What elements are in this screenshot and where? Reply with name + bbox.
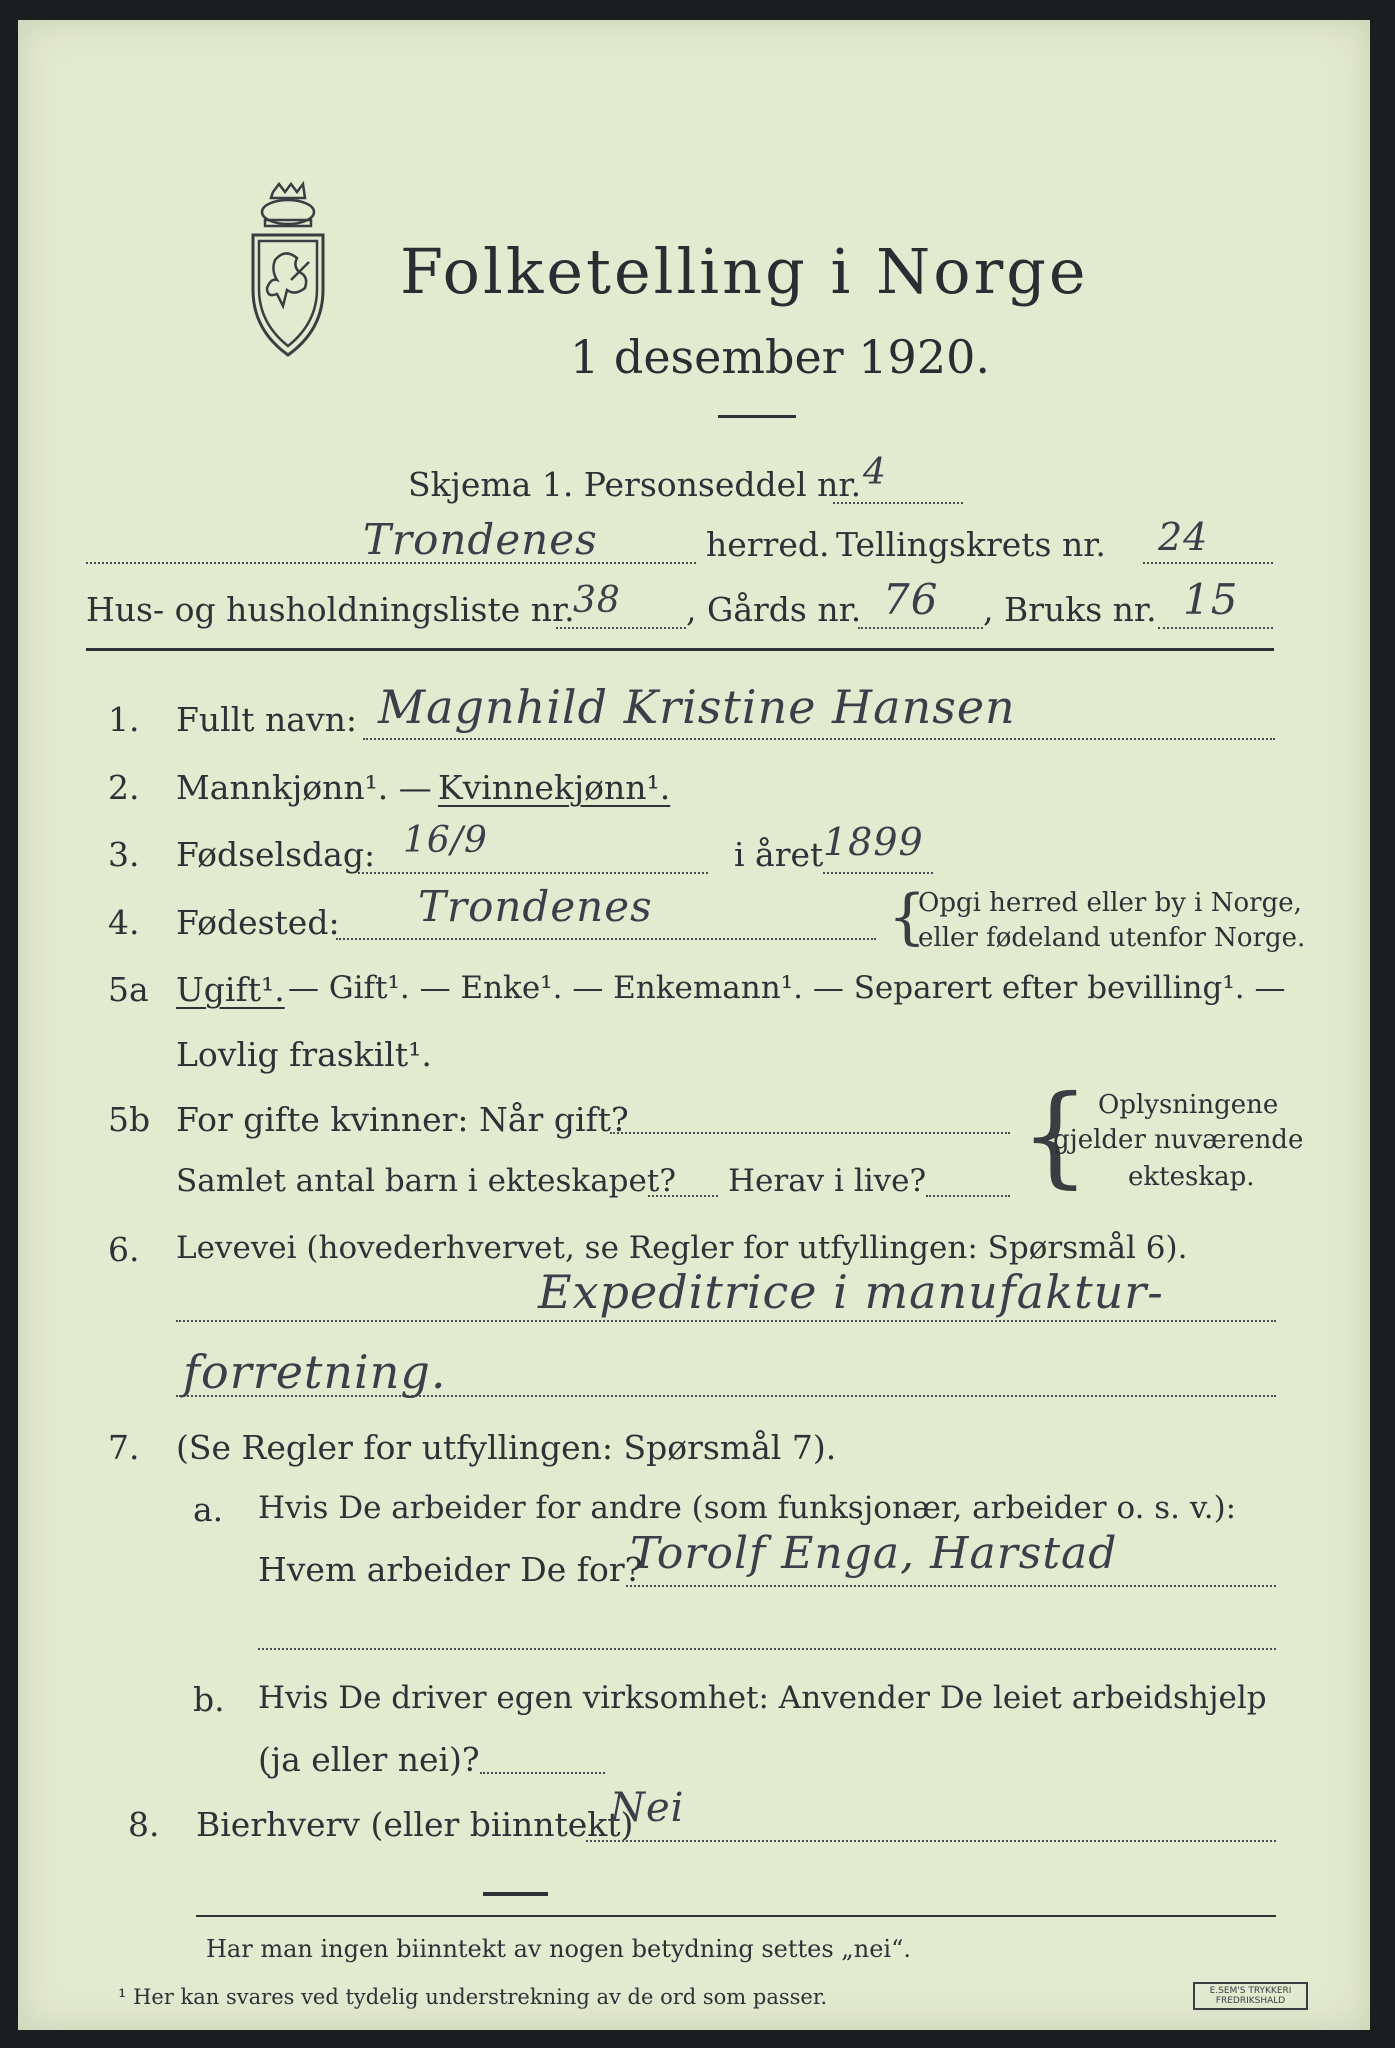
q4-line — [336, 938, 876, 940]
q5b-note-1: Oplysningene — [1098, 1090, 1279, 1120]
q4-number: 4. — [108, 903, 140, 942]
hus-value[interactable]: 38 — [573, 580, 621, 621]
q7b-label-1: Hvis De driver egen virksomhet: Anvender De leiet arbeidshjelp — [258, 1680, 1267, 1716]
q7b-label-2: (ja eller nei)? — [258, 1740, 480, 1779]
q7b-line — [480, 1772, 605, 1774]
gards-line — [858, 627, 983, 629]
hus-label: Hus- og husholdningsliste nr. — [86, 590, 575, 629]
tellingskrets-value[interactable]: 24 — [1158, 515, 1209, 559]
q5b-number: 5b — [108, 1100, 151, 1139]
q6-occupation-value-1[interactable]: Expeditrice i manufaktur- — [538, 1265, 1164, 1319]
q3-label: Fødselsdag: — [176, 835, 376, 874]
q7a-line-2 — [258, 1648, 1276, 1650]
q5b-alive-line — [926, 1195, 1010, 1197]
q5a-other-options[interactable]: — Gift¹. — Enke¹. — Enkemann¹. — Separert efter bevilling¹. — — [288, 970, 1286, 1006]
q3-year-line — [823, 872, 933, 874]
tellingskrets-label: Tellingskrets nr. — [836, 525, 1106, 564]
bruks-label: , Bruks nr. — [983, 590, 1157, 629]
q1-full-name-value[interactable]: Magnhild Kristine Hansen — [378, 680, 1016, 734]
q8-number: 8. — [128, 1805, 160, 1844]
skjema-nr-line — [833, 502, 963, 504]
q3-birthday-line — [358, 872, 708, 874]
q3-number: 3. — [108, 835, 140, 874]
q6-label: Levevei (hovederhvervet, se Regler for utfyllingen: Spørsmål 6). — [176, 1230, 1188, 1266]
q3-year-label: i året — [734, 835, 824, 874]
gards-value[interactable]: 76 — [883, 575, 939, 624]
q3-year-value[interactable]: 1899 — [823, 820, 924, 864]
q5a-number: 5a — [108, 970, 149, 1009]
q7a-employer-value[interactable]: Torolf Enga, Harstad — [630, 1528, 1118, 1579]
q2-female-option[interactable]: Kvinnekjønn¹. — [438, 768, 671, 807]
q4-birthplace-value[interactable]: Trondenes — [418, 882, 653, 931]
q5b-note-3: ekteskap. — [1128, 1162, 1255, 1192]
gards-label: , Gårds nr. — [686, 590, 862, 629]
skjema-nr-value[interactable]: 4 — [863, 452, 887, 493]
bruks-value[interactable]: 15 — [1183, 575, 1239, 624]
q2-number: 2. — [108, 768, 140, 807]
q3-birthday-value[interactable]: 16/9 — [403, 820, 488, 861]
q4-brace: { — [888, 882, 927, 952]
footnote: ¹ Her kan svares ved tydelig understrekning av de ord som passer. — [118, 1985, 828, 2009]
q7a-number: a. — [193, 1490, 224, 1529]
q7b-number: b. — [193, 1680, 225, 1719]
printer-stamp-line-1: E.SEM'S TRYKKERI — [1209, 1986, 1292, 1996]
q5a-ugift-option[interactable]: Ugift¹. — [176, 970, 285, 1009]
q7a-label-2: Hvem arbeider De for? — [258, 1550, 643, 1589]
q5a-line2[interactable]: Lovlig fraskilt¹. — [176, 1035, 432, 1074]
q5b-label-1: For gifte kvinner: Når gift? — [176, 1100, 629, 1139]
footer-rule — [196, 1915, 1276, 1917]
q6-occupation-value-2[interactable]: forretning. — [183, 1345, 447, 1399]
q1-number: 1. — [108, 700, 140, 739]
herred-label: herred. — [706, 525, 830, 564]
q7a-line-1 — [626, 1585, 1276, 1587]
q7-number: 7. — [108, 1428, 140, 1467]
form-title: Folketelling i Norge — [400, 235, 1089, 308]
header-rule — [86, 648, 1274, 651]
q8-label: Bierhverv (eller biinntekt) — [196, 1805, 634, 1844]
q8-side-income-value[interactable]: Nei — [610, 1785, 685, 1831]
q5b-brace: { — [1020, 1071, 1090, 1199]
skjema-label: Skjema 1. Personseddel nr. — [408, 465, 862, 504]
q8-line — [586, 1840, 1276, 1842]
printer-stamp-line-2: FREDRIKSHALD — [1215, 1996, 1286, 2006]
q5b-note-2: gjelder nuværende — [1053, 1125, 1304, 1155]
hus-line — [556, 627, 686, 629]
q4-label: Fødested: — [176, 903, 340, 942]
footer-note: Har man ingen biinntekt av nogen betydning settes „nei“. — [206, 1935, 911, 1963]
q6-number: 6. — [108, 1230, 140, 1269]
q1-line — [363, 738, 1275, 740]
q2-male-option[interactable]: Mannkjønn¹. — — [176, 768, 432, 807]
q5b-label-2: Samlet antal barn i ekteskapet? — [176, 1163, 676, 1199]
q4-note-1: Opgi herred eller by i Norge, — [918, 888, 1302, 918]
printer-stamp — [1193, 1982, 1308, 2010]
q5b-children-line — [648, 1195, 718, 1197]
norway-coat-of-arms-icon — [233, 180, 343, 360]
q1-label: Fullt navn: — [176, 700, 357, 739]
tellingskrets-line — [1143, 562, 1273, 564]
bruks-line — [1158, 627, 1273, 629]
form-subtitle: 1 desember 1920. — [570, 330, 990, 384]
q4-note-2: eller fødeland utenfor Norge. — [918, 923, 1306, 953]
q6-line-1 — [176, 1320, 1276, 1322]
title-divider — [718, 415, 796, 418]
herred-value[interactable]: Trondenes — [363, 515, 598, 564]
pen-mark — [483, 1892, 548, 1896]
q5b-married-line — [610, 1132, 1010, 1134]
census-form-page — [18, 20, 1370, 2030]
q7-label: (Se Regler for utfyllingen: Spørsmål 7). — [176, 1428, 837, 1467]
q7a-label-1: Hvis De arbeider for andre (som funksjonær, arbeider o. s. v.): — [258, 1490, 1237, 1526]
q5b-label-3: Herav i live? — [728, 1163, 927, 1199]
